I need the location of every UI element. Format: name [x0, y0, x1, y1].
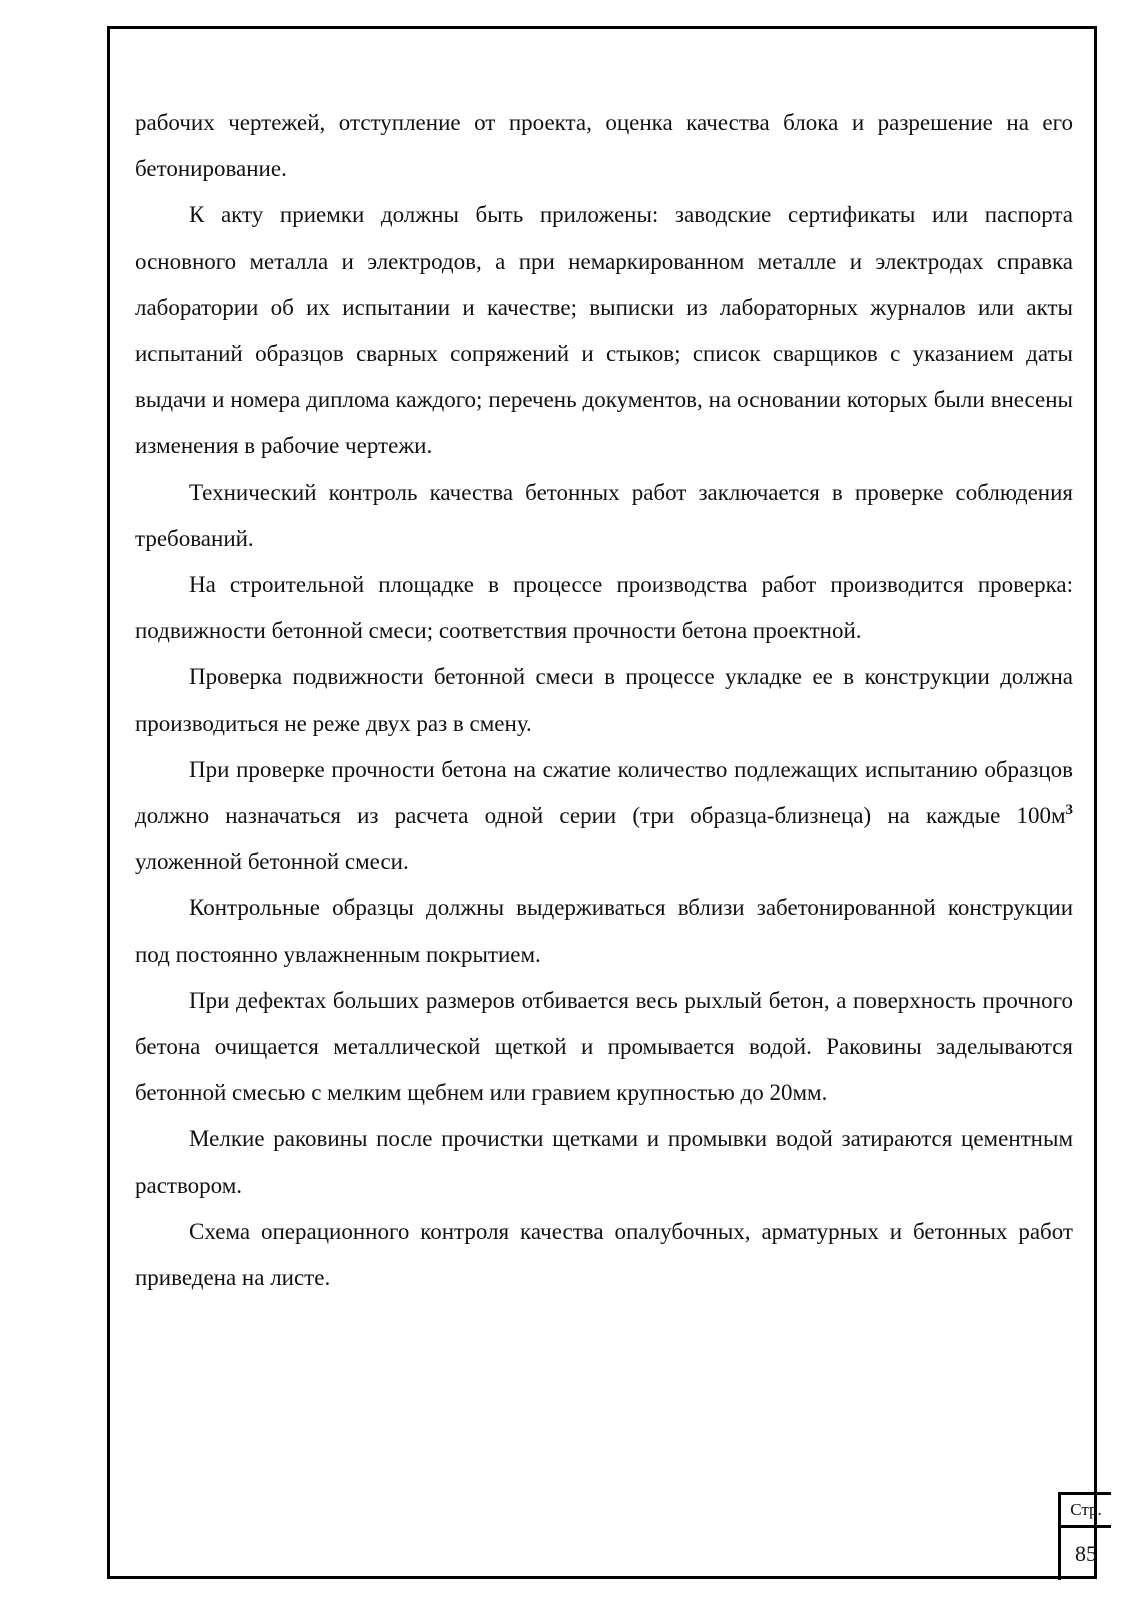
paragraph-9: Мелкие раковины после прочистки щетками и промывки водой затираются цементным раствором.	[135, 1126, 1073, 1198]
page-number: 85	[1075, 1541, 1097, 1566]
paragraph-6	[135, 747, 1073, 886]
paragraph-4: На строительной площадке в процессе производства работ производится проверка: подвижности бетонной смеси; соответствия прочности бетона проектной.	[135, 572, 1073, 644]
paragraph-3: Технический контроль качества бетонных работ заключается в проверке соблюдения требований.	[135, 479, 1073, 551]
paragraph-5: Проверка подвижности бетонной смеси в процессе укладке ее в конструкции должна производиться не реже двух раз в смену.	[135, 664, 1073, 736]
paragraph-7: Контрольные образцы должны выдерживаться вблизи забетонированной конструкции под постоянно увлажненным покрытием.	[135, 895, 1073, 967]
paragraph-10: Схема операционного контроля качества опалубочных, арматурных и бетонных работ приведена на листе.	[135, 1218, 1073, 1291]
paragraph-6-text-after: уложенной бетонной смеси.	[135, 849, 409, 875]
document-body	[135, 100, 1073, 1301]
paragraph-6-text-before: При проверке прочности бетона на сжатие количество подлежащих испытанию образцов должно назначаться из расчета одной серии (три образца-близнеца) на каждые 100м	[135, 756, 1073, 829]
stamp-label: Стр.	[1061, 1495, 1111, 1528]
paragraph-2: К акту приемки должны быть приложены: заводские сертификаты или паспорта основного металла и электродов, а при немаркированном металле и электродах справка лаборатории об их испытании и качестве; выписки из лабораторных журналов или акты испытаний образцов сварных сопряжений и стыков; список сварщиков с указанием даты выдачи и номера диплома каждого; перечень документов, на основании которых были внесены изменения в рабочие чертежи.	[135, 202, 1073, 459]
page-number-stamp	[1058, 1492, 1111, 1580]
paragraph-1: рабочих чертежей, отступление от проекта, оценка качества блока и разрешение на его бетонирование.	[135, 110, 1073, 182]
superscript-cubic: 3	[1065, 802, 1073, 819]
paragraph-8: При дефектах больших размеров отбивается весь рыхлый бетон, а поверхность прочного бетона очищается металлической щеткой и промывается водой. Раковины заделываются бетонной смесью с мелким щебнем или гравием крупностью до 20мм.	[135, 987, 1073, 1106]
